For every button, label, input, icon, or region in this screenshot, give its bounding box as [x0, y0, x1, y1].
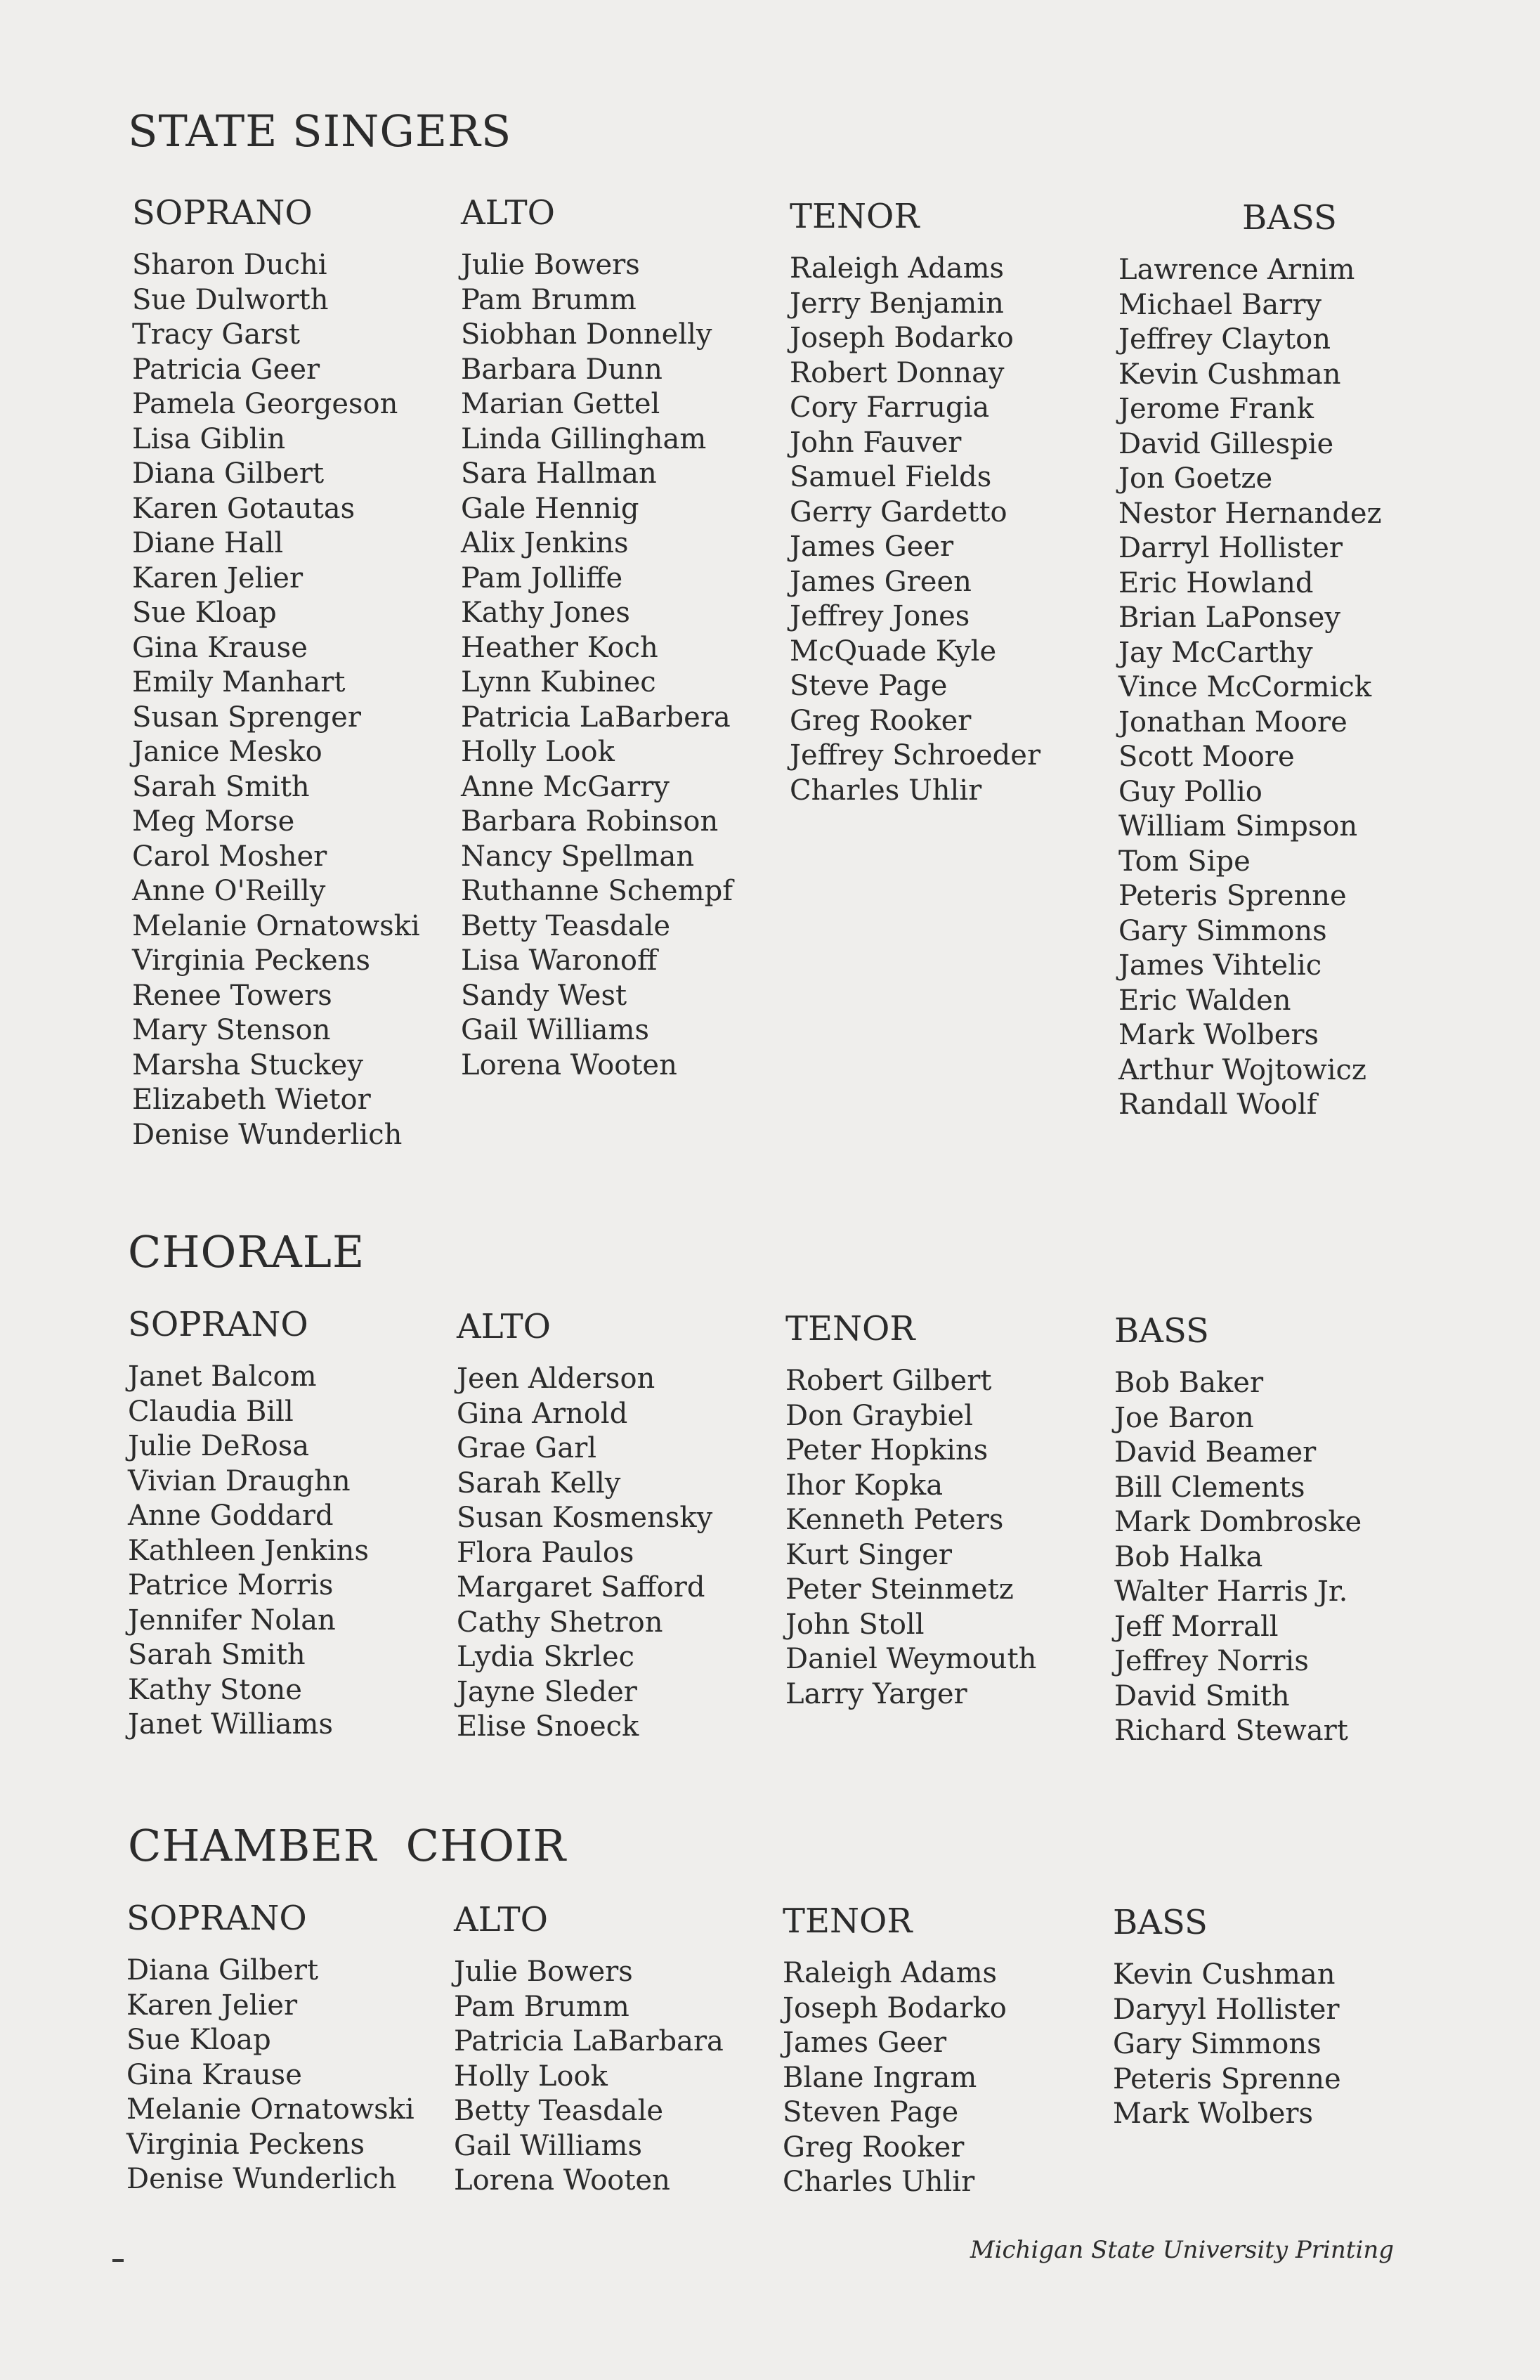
- member-name: Walter Harris Jr.: [1114, 1575, 1348, 1608]
- member-name: James Geer: [783, 2027, 947, 2059]
- member-name: Jeff Morrall: [1114, 1610, 1279, 1643]
- member-name: Pam Brumm: [461, 283, 637, 316]
- member-name: Ihor Kopka: [785, 1469, 944, 1502]
- voice-header: BASS: [1242, 198, 1337, 238]
- member-name: Renee Towers: [132, 979, 332, 1012]
- member-name: Betty Teasdale: [454, 2095, 664, 2127]
- member-name: Karen Jelier: [132, 561, 304, 594]
- member-name: Don Graybiel: [785, 1399, 974, 1432]
- member-name: Melanie Ornatowski: [126, 2093, 415, 2126]
- voice-header: TENOR: [783, 1901, 913, 1941]
- member-name: Bob Halka: [1114, 1540, 1263, 1573]
- column-soprano: [126, 1899, 450, 2197]
- member-name: Kevin Cushman: [1118, 358, 1341, 391]
- voice-header: ALTO: [454, 1900, 548, 1939]
- member-name: Sue Kloap: [126, 2024, 271, 2056]
- member-name: Kathy Jones: [461, 597, 630, 629]
- member-name: James Geer: [790, 531, 954, 563]
- voice-header: ALTO: [457, 1307, 551, 1346]
- member-name: Gail Williams: [461, 1014, 649, 1046]
- column-soprano: [132, 193, 455, 1152]
- member-name: Robert Gilbert: [785, 1365, 992, 1397]
- member-name: Gerry Gardetto: [790, 495, 1007, 528]
- member-name: Lorena Wooten: [454, 2164, 670, 2197]
- member-name: McQuade Kyle: [790, 635, 997, 668]
- member-name: Marsha Stuckey: [132, 1048, 363, 1081]
- member-name: Barbara Dunn: [461, 353, 663, 386]
- member-name: Emily Manhart: [132, 666, 346, 698]
- member-name: Anne O'Reilly: [132, 875, 326, 907]
- member-name: Margaret Safford: [457, 1571, 705, 1604]
- column-soprano: [128, 1305, 451, 1743]
- member-name: Richard Stewart: [1114, 1715, 1348, 1747]
- member-name: Patrice Morris: [128, 1569, 334, 1601]
- member-name: Brian LaPonsey: [1118, 601, 1340, 634]
- member-name: Ruthanne Schempf: [461, 875, 733, 907]
- member-name: Robert Donnay: [790, 356, 1005, 389]
- member-name: Janet Williams: [128, 1708, 333, 1741]
- column-bass: [1118, 198, 1442, 1123]
- member-name: Cathy Shetron: [457, 1606, 663, 1639]
- member-name: Flora Paulos: [457, 1536, 634, 1569]
- member-name: Jerry Benjamin: [790, 287, 1004, 320]
- member-name: Vince McCormick: [1118, 671, 1372, 703]
- member-name: Kevin Cushman: [1113, 1958, 1336, 1991]
- column-alto: [461, 193, 784, 1083]
- member-name: Eric Howland: [1118, 566, 1314, 599]
- member-name: Sharon Duchi: [132, 249, 327, 281]
- member-name: Janice Mesko: [132, 736, 322, 768]
- member-name: Joseph Bodarko: [790, 322, 1014, 354]
- member-name: Cory Farrugia: [790, 391, 990, 424]
- voice-header: BASS: [1113, 1903, 1208, 1942]
- member-name: Jayne Sleder: [457, 1675, 637, 1708]
- member-name: Sara Hallman: [461, 457, 657, 490]
- voice-header: SOPRANO: [132, 193, 313, 233]
- member-name: Sandy West: [461, 979, 627, 1012]
- member-name: Lisa Giblin: [132, 422, 286, 455]
- member-name: Darryl Hollister: [1118, 532, 1343, 564]
- member-name: Virginia Peckens: [132, 944, 371, 977]
- member-name: Scott Moore: [1118, 741, 1295, 773]
- member-name: Joseph Bodarko: [783, 1991, 1007, 2024]
- voice-header: ALTO: [461, 193, 555, 233]
- member-name: Tracy Garst: [132, 318, 300, 351]
- column-alto: [457, 1307, 780, 1745]
- member-name: Jeffrey Norris: [1114, 1645, 1309, 1677]
- member-name: Susan Sprenger: [132, 701, 361, 734]
- printer-credit: Michigan State University Printing: [970, 2236, 1394, 2264]
- member-name: Peteris Sprenne: [1118, 880, 1347, 912]
- member-name: Grae Garl: [457, 1432, 597, 1464]
- member-name: Joe Baron: [1114, 1401, 1254, 1434]
- member-name: Peter Steinmetz: [785, 1573, 1014, 1606]
- member-name: Lorena Wooten: [461, 1048, 677, 1081]
- member-name: Julie DeRosa: [128, 1430, 310, 1462]
- member-name: Melanie Ornatowski: [132, 909, 420, 942]
- member-name: Elise Snoeck: [457, 1710, 639, 1743]
- member-name: William Simpson: [1118, 810, 1358, 843]
- member-name: Karen Jelier: [126, 1989, 298, 2022]
- member-name: Elizabeth Wietor: [132, 1084, 371, 1116]
- section-title: CHAMBER CHOIR: [128, 1820, 567, 1871]
- member-name: Mark Wolbers: [1118, 1019, 1319, 1051]
- member-name: Kathleen Jenkins: [128, 1534, 369, 1567]
- name-list: [790, 252, 1113, 808]
- member-name: Siobhan Donnelly: [461, 318, 712, 351]
- member-name: Raleigh Adams: [783, 1957, 998, 1989]
- member-name: Steven Page: [783, 2096, 959, 2128]
- member-name: John Fauver: [790, 426, 962, 459]
- member-name: Blane Ingram: [783, 2061, 977, 2094]
- member-name: Charles Uhlir: [790, 774, 982, 807]
- member-name: Nancy Spellman: [461, 840, 695, 873]
- member-name: Mark Dombroske: [1114, 1506, 1362, 1538]
- member-name: Julie Bowers: [461, 249, 640, 281]
- member-name: Pam Brumm: [454, 1990, 629, 2023]
- section-title: STATE SINGERS: [128, 105, 512, 157]
- name-list: [783, 1956, 1106, 2200]
- member-name: Lydia Skrlec: [457, 1641, 635, 1673]
- member-name: Sarah Kelly: [457, 1467, 621, 1500]
- member-name: Sue Kloap: [132, 597, 277, 629]
- member-name: Marian Gettel: [461, 388, 660, 420]
- member-name: Mark Wolbers: [1113, 2098, 1314, 2130]
- voice-header: SOPRANO: [128, 1305, 308, 1344]
- member-name: James Vihtelic: [1118, 949, 1322, 982]
- member-name: Randall Woolf: [1118, 1088, 1317, 1121]
- column-bass: [1114, 1311, 1437, 1749]
- voice-header: BASS: [1114, 1311, 1209, 1351]
- member-name: Gina Arnold: [457, 1397, 628, 1430]
- member-name: Jerome Frank: [1118, 393, 1314, 425]
- member-name: Betty Teasdale: [461, 909, 671, 942]
- member-name: Steve Page: [790, 670, 948, 702]
- member-name: Kathy Stone: [128, 1673, 302, 1706]
- voice-header: TENOR: [790, 197, 920, 236]
- member-name: David Beamer: [1114, 1436, 1317, 1469]
- member-name: Patricia LaBarbera: [461, 701, 731, 734]
- section-title: CHORALE: [128, 1226, 365, 1277]
- member-name: Pamela Georgeson: [132, 388, 398, 420]
- member-name: Lawrence Arnim: [1118, 254, 1355, 286]
- member-name: Peter Hopkins: [785, 1434, 988, 1467]
- member-name: Michael Barry: [1118, 288, 1322, 321]
- member-name: Barbara Robinson: [461, 805, 719, 838]
- member-name: Daniel Weymouth: [785, 1643, 1037, 1675]
- member-name: Eric Walden: [1118, 984, 1291, 1017]
- member-name: Arthur Wojtowicz: [1118, 1053, 1366, 1086]
- member-name: Greg Rooker: [783, 2131, 965, 2164]
- column-tenor: [785, 1309, 1109, 1712]
- member-name: Sarah Smith: [132, 770, 310, 803]
- member-name: Peteris Sprenne: [1113, 2062, 1341, 2095]
- name-list: [126, 1953, 450, 2197]
- member-name: Karen Gotautas: [132, 492, 355, 525]
- member-name: Tom Sipe: [1118, 845, 1251, 878]
- member-name: Heather Koch: [461, 631, 658, 664]
- column-alto: [454, 1900, 777, 2199]
- member-name: Virginia Peckens: [126, 2128, 365, 2161]
- member-name: Pam Jolliffe: [461, 561, 623, 594]
- member-name: David Smith: [1114, 1679, 1290, 1712]
- column-bass: [1113, 1903, 1436, 2132]
- member-name: Anne McGarry: [461, 770, 670, 803]
- member-name: Sue Dulworth: [132, 283, 329, 316]
- member-name: Guy Pollio: [1118, 775, 1262, 808]
- member-name: Gail Williams: [454, 2129, 642, 2162]
- member-name: Jon Goetze: [1118, 462, 1273, 495]
- member-name: Bill Clements: [1114, 1471, 1305, 1504]
- member-name: Jeen Alderson: [457, 1363, 655, 1395]
- member-name: David Gillespie: [1118, 427, 1334, 460]
- member-name: Lisa Waronoff: [461, 944, 658, 977]
- member-name: Daryyl Hollister: [1113, 1993, 1340, 2026]
- member-name: Lynn Kubinec: [461, 666, 656, 698]
- name-list: [454, 1955, 777, 2199]
- member-name: Jeffrey Clayton: [1118, 323, 1331, 356]
- member-name: Janet Balcom: [128, 1360, 317, 1393]
- member-name: Mary Stenson: [132, 1014, 331, 1046]
- name-list: [785, 1364, 1109, 1712]
- member-name: Charles Uhlir: [783, 2166, 975, 2198]
- member-name: Diane Hall: [132, 527, 284, 559]
- member-name: Diana Gilbert: [132, 457, 325, 490]
- member-name: Kenneth Peters: [785, 1504, 1004, 1536]
- member-name: Patricia Geer: [132, 353, 320, 386]
- member-name: Jay McCarthy: [1118, 636, 1313, 669]
- member-name: Sarah Smith: [128, 1639, 306, 1671]
- member-name: Denise Wunderlich: [132, 1118, 403, 1151]
- member-name: Jennifer Nolan: [128, 1604, 336, 1637]
- name-list: [1114, 1366, 1437, 1749]
- member-name: Larry Yarger: [785, 1677, 967, 1710]
- member-name: Gale Hennig: [461, 492, 639, 525]
- member-name: Samuel Fields: [790, 461, 992, 493]
- name-list: [128, 1360, 451, 1743]
- member-name: Holly Look: [461, 736, 615, 768]
- member-name: Vivian Draughn: [128, 1464, 351, 1497]
- member-name: Raleigh Adams: [790, 252, 1005, 285]
- member-name: Anne Goddard: [128, 1500, 334, 1532]
- name-list: [1118, 253, 1442, 1123]
- voice-header: SOPRANO: [126, 1899, 307, 1938]
- name-list: [457, 1362, 780, 1745]
- member-name: Bob Baker: [1114, 1367, 1264, 1399]
- member-name: Denise Wunderlich: [126, 2163, 397, 2195]
- member-name: Gary Simmons: [1118, 914, 1327, 947]
- voice-header: TENOR: [785, 1309, 915, 1348]
- member-name: Holly Look: [454, 2060, 608, 2093]
- name-list: [1113, 1958, 1436, 2132]
- member-name: John Stoll: [785, 1608, 925, 1641]
- member-name: Meg Morse: [132, 805, 295, 838]
- member-name: Jonathan Moore: [1118, 705, 1348, 739]
- page-mark: [112, 2259, 124, 2262]
- member-name: Claudia Bill: [128, 1395, 294, 1428]
- member-name: Julie Bowers: [454, 1956, 633, 1988]
- column-tenor: [783, 1901, 1106, 2200]
- member-name: Gina Krause: [132, 631, 308, 664]
- member-name: Susan Kosmensky: [457, 1502, 713, 1534]
- member-name: Gina Krause: [126, 2058, 302, 2091]
- member-name: Patricia LaBarbara: [454, 2025, 724, 2057]
- member-name: James Green: [790, 565, 972, 598]
- member-name: Diana Gilbert: [126, 1954, 319, 1986]
- member-name: Carol Mosher: [132, 840, 327, 873]
- member-name: Jeffrey Schroeder: [790, 739, 1041, 772]
- member-name: Jeffrey Jones: [790, 600, 970, 632]
- member-name: Kurt Singer: [785, 1538, 953, 1571]
- name-list: [132, 248, 455, 1152]
- member-name: Nestor Hernandez: [1118, 497, 1382, 530]
- member-name: Greg Rooker: [790, 704, 972, 737]
- column-tenor: [790, 197, 1113, 808]
- member-name: Alix Jenkins: [461, 527, 629, 559]
- name-list: [461, 248, 784, 1083]
- member-name: Linda Gillingham: [461, 422, 707, 455]
- member-name: Gary Simmons: [1113, 2028, 1322, 2060]
